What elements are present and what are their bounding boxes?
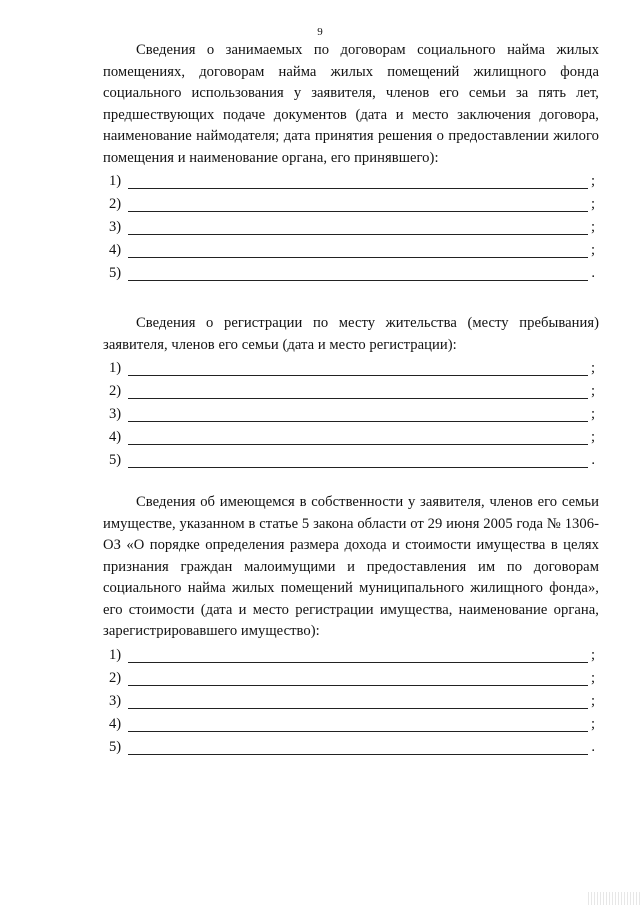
line-number: 5) — [109, 738, 122, 755]
line-end-mark: ; — [590, 196, 595, 212]
blank-line-item[interactable] — [103, 196, 599, 219]
line-number: 3) — [109, 692, 122, 709]
scan-edge-artifact — [588, 892, 640, 905]
line-end-mark: ; — [590, 715, 595, 732]
line-end-mark: . — [591, 265, 595, 281]
blank-line-item[interactable] — [103, 693, 599, 716]
blank-line-item[interactable] — [103, 739, 599, 762]
line-number: 4) — [109, 715, 122, 732]
line-end-mark: ; — [590, 669, 595, 686]
blank-line-item[interactable] — [103, 716, 599, 739]
line-end-mark: ; — [590, 219, 595, 235]
fill-in-rule — [128, 211, 588, 212]
fill-in-rule — [128, 398, 588, 399]
line-end-mark: ; — [590, 406, 595, 422]
blank-line-item[interactable] — [103, 670, 599, 693]
fill-in-rule — [128, 467, 588, 468]
line-number: 2) — [109, 669, 122, 686]
line-number: 1) — [109, 173, 122, 189]
fill-in-rule — [128, 280, 588, 281]
line-number: 3) — [109, 219, 122, 235]
fill-in-rule — [128, 708, 588, 709]
blank-line-item[interactable] — [103, 242, 599, 265]
blank-line-item[interactable] — [103, 383, 599, 406]
line-end-mark: ; — [590, 429, 595, 445]
fill-in-rule — [128, 188, 588, 189]
fill-in-rule — [128, 754, 588, 755]
blank-line-item[interactable] — [103, 360, 599, 383]
fill-in-rule — [128, 685, 588, 686]
blank-line-item[interactable] — [103, 429, 599, 452]
line-number: 4) — [109, 429, 122, 445]
section-tenancy-info — [103, 40, 599, 288]
line-end-mark: ; — [590, 242, 595, 258]
line-end-mark: . — [591, 738, 595, 755]
line-end-mark: ; — [590, 692, 595, 709]
section-paragraph: Сведения о занимаемых по договорам социального найма жилых помещениях, договорам найма жилых помещений жилищного фонда социального использования у заявителя, членов его семьи за пять лет, предшествующих подаче документов (дата и место заключения договора, наименование наймодателя; дата принятия решения о предоставлении жилого помещения и наименование органа, его принявшего): — [103, 42, 599, 166]
fill-in-rule — [128, 421, 588, 422]
line-number: 1) — [109, 646, 122, 663]
fill-in-rule — [128, 375, 588, 376]
line-number: 2) — [109, 383, 122, 399]
blank-line-item[interactable] — [103, 219, 599, 242]
line-end-mark: ; — [590, 360, 595, 376]
blank-line-item[interactable] — [103, 173, 599, 196]
line-number: 1) — [109, 360, 122, 376]
line-number: 2) — [109, 196, 122, 212]
fill-in-rule — [128, 731, 588, 732]
fill-in-rule — [128, 234, 588, 235]
section-paragraph: Сведения об имеющемся в собственности у заявителя, членов его семьи имуществе, указанном в статье 5 закона области от 29 июня 2005 года № 1306-ОЗ «О порядке определения размера дохода и стоимости имущества в целях признания граждан малоимущими и предоставления им по договорам социального найма жилых помещений муниципального жилищного фонда», его стоимости (дата и место регистрации имущества, наименование органа, зарегистрировавшего имущество): — [103, 494, 599, 639]
section-property-info — [103, 492, 599, 762]
blank-line-item[interactable] — [103, 265, 599, 288]
section-registration-info — [103, 313, 599, 475]
line-end-mark: ; — [590, 383, 595, 399]
fill-in-rule — [128, 257, 588, 258]
line-number: 4) — [109, 242, 122, 258]
blank-line-item[interactable] — [103, 647, 599, 670]
line-end-mark: ; — [590, 646, 595, 663]
line-number: 3) — [109, 406, 122, 422]
line-number: 5) — [109, 452, 122, 468]
line-number: 5) — [109, 265, 122, 281]
blank-line-item[interactable] — [103, 406, 599, 429]
fill-in-rule — [128, 662, 588, 663]
section-paragraph: Сведения о регистрации по месту жительства (месту пребывания) заявителя, членов его семьи (дата и место регистрации): — [103, 315, 599, 353]
fill-in-rule — [128, 444, 588, 445]
page-number: 9 — [317, 26, 323, 38]
line-end-mark: ; — [590, 173, 595, 189]
blank-line-item[interactable] — [103, 452, 599, 475]
line-end-mark: . — [591, 452, 595, 468]
